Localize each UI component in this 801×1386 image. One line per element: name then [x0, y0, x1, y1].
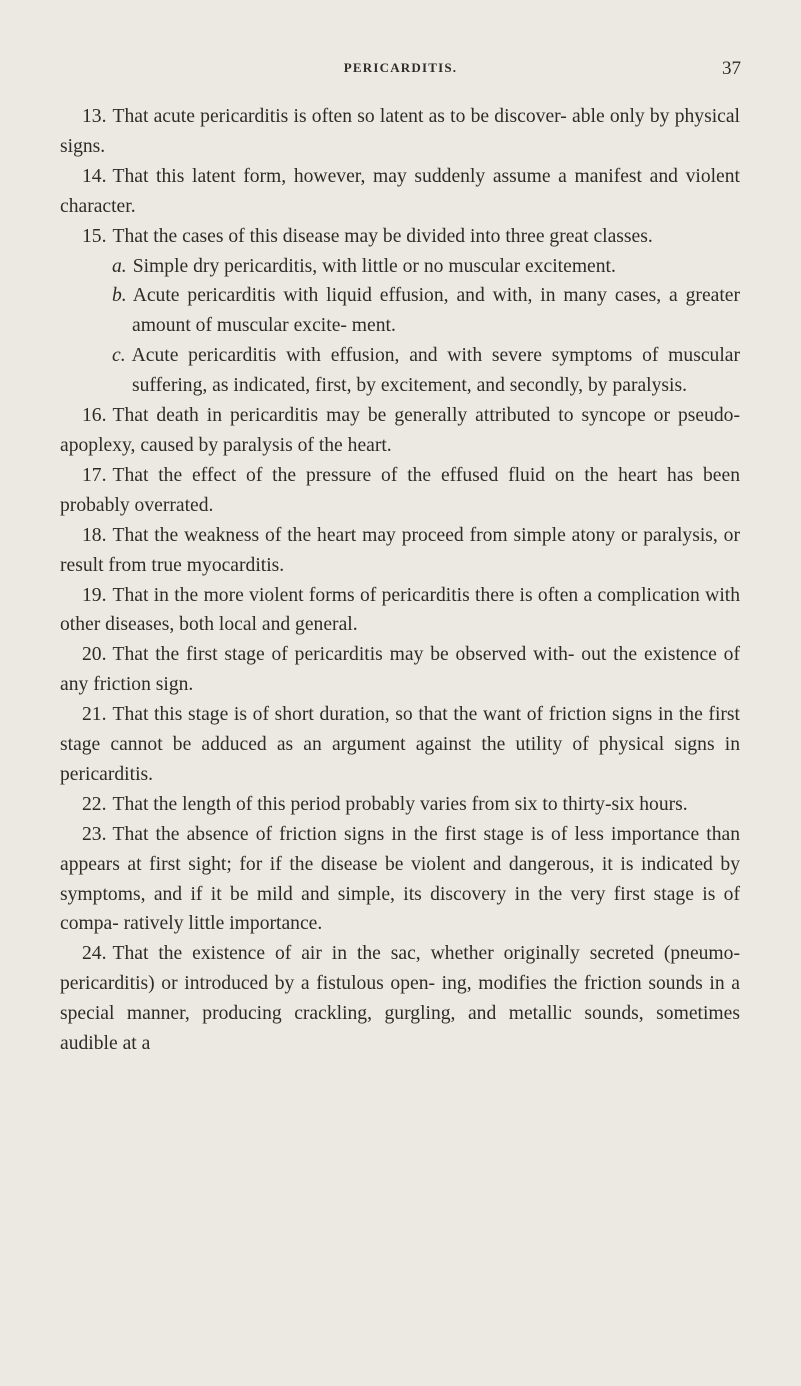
subitem-letter: b.: [112, 285, 127, 307]
paragraph-number: 24.: [82, 943, 107, 965]
subitem-a: [60, 252, 740, 282]
paragraph-text: That the effect of the pressure of the effused fluid on the heart has been probably overrated.: [60, 464, 740, 516]
paragraph-13: [60, 102, 740, 162]
paragraph-15: [60, 222, 740, 252]
paragraph-number: 16.: [82, 405, 107, 427]
running-title: PERICARDITIS.: [343, 60, 458, 75]
paragraph-21: [60, 700, 740, 790]
subitem-letter: a.: [112, 255, 127, 277]
page-number: 37: [722, 58, 741, 79]
paragraph-text: That in the more violent forms of pericarditis there is often a complication with other diseases, both local and general.: [60, 584, 740, 636]
paragraph-text: That the cases of this disease may be divided into three great classes.: [112, 225, 653, 247]
paragraph-17: [60, 461, 740, 521]
paragraph-number: 14.: [82, 165, 107, 187]
paragraph-22: [60, 790, 740, 820]
subitem-text: Simple dry pericarditis, with little or no muscular excitement.: [132, 255, 616, 277]
paragraph-text: That the length of this period probably varies from six to thirty-six hours.: [112, 793, 688, 815]
paragraph-text: That the absence of friction signs in the first stage is of less importance than appears at first sight; for if the disease be violent and dangerous, it is indicated by symptoms, and if it be mild and simple, its discovery in the very first stage is of compa- ratively little importance.: [60, 823, 740, 935]
paragraph-text: That this latent form, however, may suddenly assume a manifest and violent character.: [60, 165, 740, 217]
subitem-letter: c.: [112, 345, 126, 367]
paragraph-text: That this stage is of short duration, so that the want of friction signs in the first stage cannot be adduced as an argument against the utility of physical signs in pericarditis.: [60, 704, 740, 785]
paragraph-number: 22.: [82, 793, 107, 815]
paragraph-number: 18.: [82, 524, 107, 546]
paragraph-number: 23.: [82, 823, 107, 845]
paragraph-number: 13.: [82, 106, 107, 127]
subitem-text: Acute pericarditis with effusion, and with severe symptoms of muscular suffering, as indicated, first, by excitement, and secondly, by paralysis.: [131, 345, 740, 397]
body-text: [60, 102, 740, 1059]
paragraph-text: That acute pericarditis is often so latent as to be discover- able only by physical signs.: [60, 106, 740, 157]
paragraph-number: 17.: [82, 464, 107, 486]
paragraph-19: [60, 581, 740, 641]
paragraph-text: That death in pericarditis may be generally attributed to syncope or pseudo-apoplexy, caused by paralysis of the heart.: [60, 405, 740, 456]
paragraph-18: [60, 521, 740, 581]
subitem-text: Acute pericarditis with liquid effusion, and with, in many cases, a greater amount of muscular excite- ment.: [132, 285, 740, 337]
subitem-c: [60, 341, 740, 401]
paragraph-text: That the weakness of the heart may proceed from simple atony or paralysis, or result from true myocarditis.: [60, 524, 740, 576]
paragraph-16: [60, 401, 740, 461]
paragraph-number: 21.: [82, 704, 107, 726]
paragraph-23: [60, 820, 740, 940]
paragraph-20: [60, 640, 740, 700]
paragraph-24: [60, 939, 740, 1059]
paragraph-text: That the first stage of pericarditis may be observed with- out the existence of any friction sign.: [60, 644, 740, 696]
paragraph-number: 15.: [82, 225, 107, 247]
subitem-b: [60, 281, 740, 341]
paragraph-number: 19.: [82, 584, 107, 606]
paragraph-number: 20.: [82, 644, 107, 666]
paragraph-text: That the existence of air in the sac, whether originally secreted (pneumo-pericarditis) or introduced by a fistulous open- ing, modifies the friction sounds in a special manner, producing crackling, gurgling, and metallic sounds, sometimes audible at a: [60, 943, 740, 1055]
paragraph-14: [60, 162, 740, 222]
